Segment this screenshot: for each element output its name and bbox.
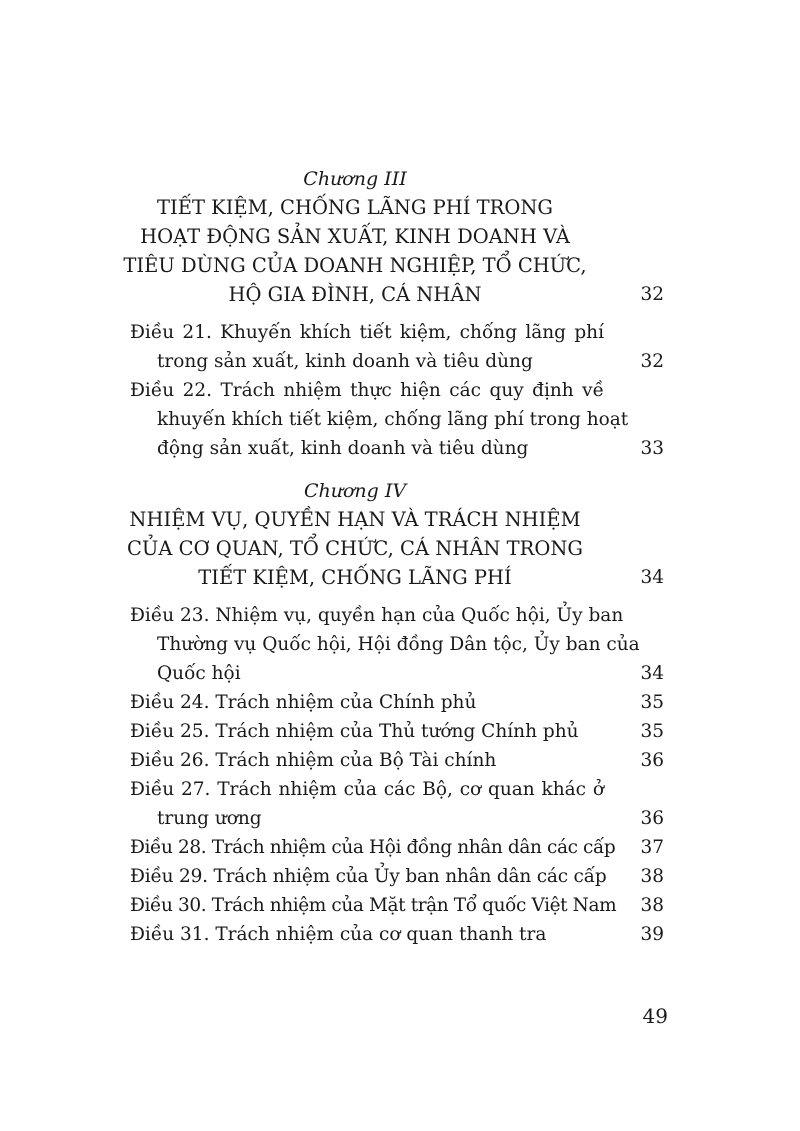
toc-entry-line: động sản xuất, kinh doanh và tiêu dùng <box>157 438 529 459</box>
chapter-3-heading: Chương III <box>303 168 407 190</box>
chapter-4-heading: Chương IV <box>303 480 407 502</box>
chapter-3-title-line: HỘ GIA ĐÌNH, CÁ NHÂN <box>228 283 482 306</box>
toc-entry-line: Điều 23. Nhiệm vụ, quyền hạn của Quốc hội, Ủy ban <box>130 605 624 626</box>
chapter-3-title-line: TIÊU DÙNG CỦA DOANH NGHIỆP, TỔ CHỨC, <box>123 254 587 277</box>
toc-entry-line: Điều 27. Trách nhiệm của các Bộ, cơ quan khác ở <box>130 779 604 800</box>
toc-entry-line: Điều 29. Trách nhiệm của Ủy ban nhân dân các cấp <box>130 866 607 887</box>
toc-entry-page: 35 <box>640 692 664 713</box>
toc-entry-line: Thường vụ Quốc hội, Hội đồng Dân tộc, Ủy ban của <box>157 634 640 655</box>
toc-entry-line: Điều 28. Trách nhiệm của Hội đồng nhân dân các cấp <box>130 837 616 858</box>
chapter-4-page: 34 <box>640 567 664 588</box>
toc-entry-line: Điều 31. Trách nhiệm của cơ quan thanh tra <box>130 924 547 945</box>
toc-entry-page: 33 <box>640 438 664 459</box>
toc-entry-line: Điều 21. Khuyến khích tiết kiệm, chống lãng phí <box>130 322 604 343</box>
toc-entry-line: Điều 22. Trách nhiệm thực hiện các quy định về <box>130 380 604 401</box>
toc-entry-line: Điều 24. Trách nhiệm của Chính phủ <box>130 692 477 713</box>
toc-entry-line: trung ương <box>157 808 262 829</box>
toc-entry-page: 32 <box>640 351 664 372</box>
toc-entry-page: 37 <box>640 837 664 858</box>
toc-entry-page: 36 <box>640 750 664 771</box>
toc-entry-page: 39 <box>640 924 664 945</box>
toc-entry-line: Điều 26. Trách nhiệm của Bộ Tài chính <box>130 750 497 771</box>
chapter-4-title-line: CỦA CƠ QUAN, TỔ CHỨC, CÁ NHÂN TRONG <box>127 537 583 560</box>
chapter-4-title-line: TIẾT KIỆM, CHỐNG LÃNG PHÍ <box>198 566 512 589</box>
chapter-4-title-line: NHIỆM VỤ, QUYỀN HẠN VÀ TRÁCH NHIỆM <box>129 508 581 531</box>
chapter-3-title-line: HOẠT ĐỘNG SẢN XUẤT, KINH DOANH VÀ <box>140 225 570 248</box>
toc-entry-line: Điều 30. Trách nhiệm của Mặt trận Tổ quốc Việt Nam <box>130 895 617 916</box>
toc-entry-page: 38 <box>640 866 664 887</box>
toc-entry-page: 35 <box>640 721 664 742</box>
toc-entry-line: Quốc hội <box>157 663 241 684</box>
toc-entry-page: 36 <box>640 808 664 829</box>
chapter-3-page: 32 <box>640 284 664 305</box>
toc-entry-line: Điều 25. Trách nhiệm của Thủ tướng Chính phủ <box>130 721 579 742</box>
toc-entry-line: trong sản xuất, kinh doanh và tiêu dùng <box>157 351 533 372</box>
toc-entry-page: 38 <box>640 895 664 916</box>
page-number: 49 <box>642 1004 668 1028</box>
toc-entry-page: 34 <box>640 663 664 684</box>
chapter-3-title-line: TIẾT KIỆM, CHỐNG LÃNG PHÍ TRONG <box>157 196 553 219</box>
toc-entry-line: khuyến khích tiết kiệm, chống lãng phí trong hoạt <box>157 409 629 430</box>
